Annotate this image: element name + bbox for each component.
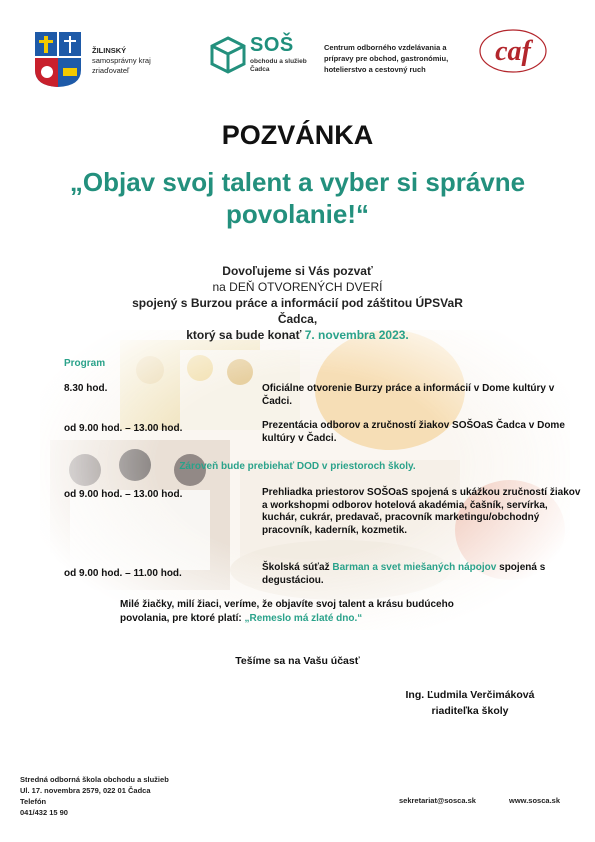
- closing-sentence: Milé žiačky, milí žiaci, veríme, že objavíte svoj talent a krásu budúceho povolania, pre ktoré platí:: [120, 599, 454, 624]
- invite-line-2: na DEŇ OTVORENÝCH DVERÍ: [212, 280, 383, 294]
- footer-address: [20, 774, 169, 818]
- invite-line-5-prefix: ktorý sa bude konať: [186, 328, 305, 342]
- program-desc-3: Prehliadka priestorov SOŠOaS spojená s ukážkou zručností žiakov a workshopmi odborov hotelová akadémia, čašník, servírka, kuchár, cukrár, predavač, pracovník marketingu/obchodný pracovník, kaderník, kozmetik.: [262, 487, 581, 536]
- sos-sub-line-1: obchodu a služieb: [250, 58, 307, 65]
- invite-line-1: Dovoľujeme si Vás pozvať: [222, 264, 373, 278]
- centrum-text: [324, 42, 474, 75]
- zsk-label: [92, 46, 151, 76]
- program-label: Program: [64, 358, 106, 369]
- footer-line-2: Ul. 17. novembra 2579, 022 01 Čadca: [20, 786, 151, 795]
- footer-line-4: 041/432 15 90: [20, 808, 68, 817]
- footer-web-link[interactable]: www.sosca.sk: [509, 796, 560, 805]
- zsk-line-3: zriaďovateľ: [92, 66, 130, 75]
- invite-line-4: Čadca,: [277, 312, 318, 326]
- program-desc-4-prefix: Školská súťaž: [262, 562, 333, 573]
- closing-text: [120, 598, 480, 626]
- zsk-line-1: ŽILINSKÝ: [92, 46, 127, 55]
- program-desc-2: Prezentácia odborov a zručností žiakov SOŠOaS Čadca v Dome kultúry v Čadci.: [262, 420, 565, 444]
- tesime-text: Tešíme sa na Vašu účasť: [235, 655, 360, 667]
- page-title: POZVÁNKA: [221, 120, 374, 150]
- sos-subtitle: [250, 58, 307, 74]
- sos-title: SOŠ: [250, 34, 294, 56]
- closing-quote: „Remeslo má zlaté dno.“: [244, 613, 363, 624]
- footer-line-1: Stredná odborná škola obchodu a služieb: [20, 775, 169, 784]
- zsk-line-2: samosprávny kraj: [92, 56, 151, 65]
- program-time-1: 8.30 hod.: [64, 383, 108, 394]
- program-desc-4-suffix: spojená s degustáciou.: [262, 562, 546, 586]
- sos-sub-line-2: Čadca: [250, 66, 270, 73]
- slogan: „Objav svoj talent a vyber si správne povolanie!“: [69, 167, 526, 229]
- signature-block: [380, 687, 560, 719]
- invitation-block: [60, 263, 535, 343]
- centrum-line-2: prípravy pre obchod, gastronómiu,: [324, 54, 449, 63]
- program-time-4: od 9.00 hod. – 11.00 hod.: [64, 568, 182, 579]
- event-date: 7. novembra 2023.: [304, 328, 409, 342]
- centrum-line-1: Centrum odborného vzdelávania a: [324, 43, 447, 52]
- program-desc-4: [262, 562, 582, 587]
- program-desc-4-highlight: Barman a svet miešaných nápojov: [332, 562, 497, 573]
- program-time-2: od 9.00 hod. – 13.00 hod.: [64, 423, 183, 434]
- footer-email-link[interactable]: sekretariat@sosca.sk: [399, 796, 476, 805]
- signature-name: Ing. Ľudmila Verčimáková: [405, 689, 535, 701]
- program-note: Zároveň bude prebiehať DOD v priestoroch školy.: [179, 461, 416, 472]
- svg-text:caf: caf: [495, 36, 531, 67]
- zilinsky-kraj-coat-of-arms-icon: [33, 30, 85, 88]
- invite-line-5: [60, 327, 535, 343]
- signature-role: riaditeľka školy: [431, 705, 509, 717]
- footer-line-3: Telefón: [20, 797, 47, 806]
- centrum-line-3: hotelierstvo a cestovný ruch: [324, 65, 426, 74]
- program-desc-1: Oficiálne otvorenie Burzy práce a informácií v Dome kultúry v Čadci.: [262, 383, 555, 407]
- invite-line-3: spojený s Burzou práce a informácií pod záštitou ÚPSVaR: [132, 296, 463, 310]
- program-time-3: od 9.00 hod. – 13.00 hod.: [64, 489, 183, 500]
- sos-cube-logo-icon: [210, 36, 246, 74]
- caf-logo-icon: [478, 28, 548, 74]
